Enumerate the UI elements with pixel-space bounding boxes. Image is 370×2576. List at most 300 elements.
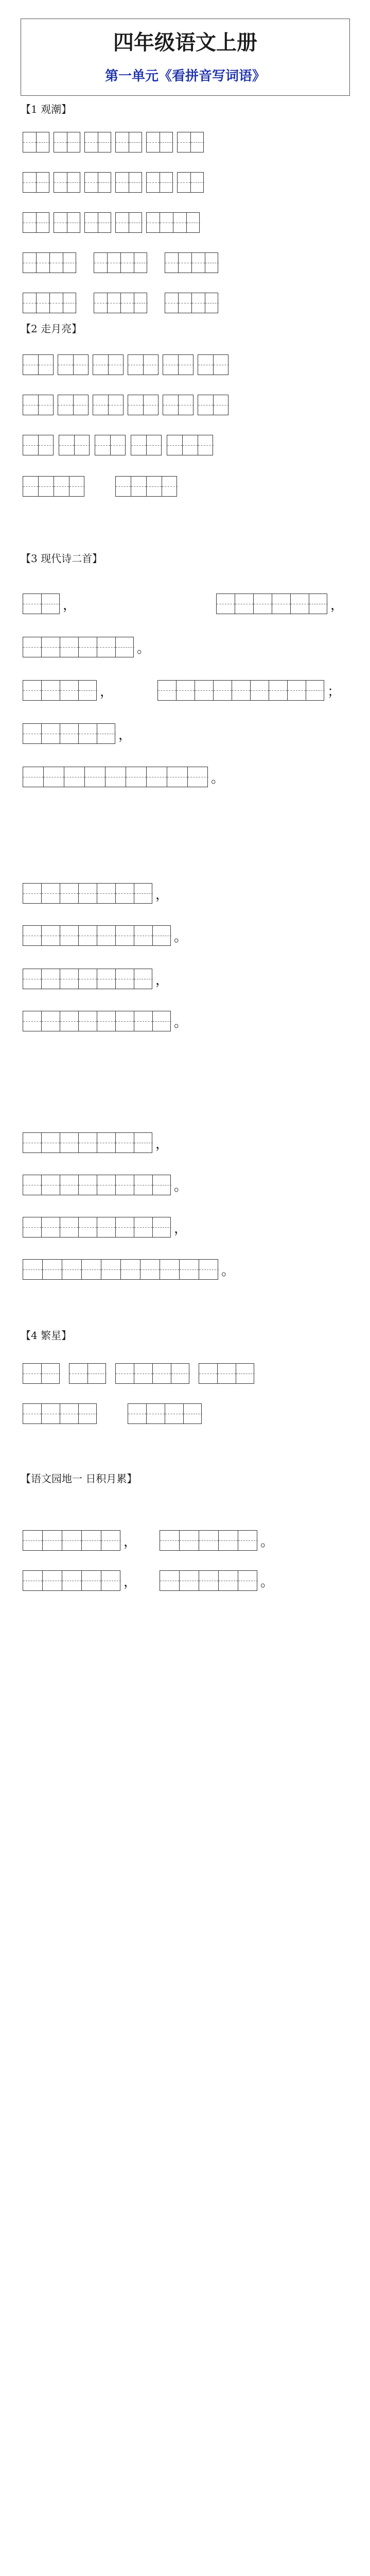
- grid-cell: [121, 293, 134, 313]
- grid-cell: [23, 395, 39, 415]
- grid-cell: [121, 253, 134, 273]
- grid-cell: [101, 1531, 121, 1550]
- writing-grid[interactable]: [23, 1530, 120, 1551]
- grid-cell: [116, 637, 134, 657]
- grid-cell: [217, 594, 235, 614]
- punctuation: 。: [174, 929, 188, 945]
- grid-cell: [42, 637, 60, 657]
- grid-cell: [131, 477, 147, 496]
- writing-grid[interactable]: [115, 172, 142, 193]
- writing-grid[interactable]: [23, 293, 76, 313]
- grid-cell: [214, 395, 229, 415]
- grid-cell: [179, 395, 194, 415]
- writing-grid[interactable]: [23, 1363, 60, 1384]
- grid-cell: [23, 1571, 43, 1590]
- grid-cell: [218, 1364, 236, 1383]
- writing-grid[interactable]: [23, 476, 84, 497]
- section-heading: 【3 现代诗二首】: [21, 552, 103, 565]
- grid-cell: [39, 477, 54, 496]
- grid-cell: [62, 1571, 82, 1590]
- grid-cell: [184, 1404, 202, 1423]
- grid-cell: [158, 681, 177, 700]
- grid-cell: [23, 1133, 42, 1153]
- writing-grid[interactable]: [199, 1363, 254, 1384]
- grid-cell: [101, 1260, 121, 1279]
- grid-cell: [131, 435, 147, 455]
- grid-cell: [147, 173, 160, 192]
- grid-cell: [101, 1571, 121, 1590]
- grid-cell: [183, 435, 198, 455]
- grid-cell: [165, 253, 179, 273]
- grid-cell: [153, 1217, 171, 1237]
- section-heading: 【4 繁星】: [21, 1329, 72, 1342]
- grid-cell: [37, 213, 50, 232]
- grid-cell: [43, 1571, 62, 1590]
- grid-cell: [79, 724, 97, 743]
- grid-cell: [140, 1260, 160, 1279]
- grid-cell: [42, 1364, 60, 1383]
- grid-cell: [236, 1364, 255, 1383]
- grid-cell: [42, 926, 60, 945]
- grid-cell: [42, 594, 60, 614]
- writing-grid[interactable]: [115, 476, 177, 497]
- grid-cell: [105, 767, 126, 787]
- writing-grid[interactable]: [157, 680, 324, 701]
- grid-cell: [180, 1260, 199, 1279]
- grid-cell: [97, 884, 116, 903]
- grid-cell: [144, 395, 159, 415]
- grid-cell: [42, 884, 60, 903]
- grid-cell: [43, 1260, 62, 1279]
- grid-cell: [79, 1011, 97, 1031]
- grid-cell: [134, 884, 153, 903]
- writing-grid[interactable]: [84, 172, 111, 193]
- grid-cell: [94, 293, 108, 313]
- grid-cell: [306, 681, 325, 700]
- grid-cell: [108, 293, 121, 313]
- grid-cell: [23, 1175, 42, 1195]
- writing-grid[interactable]: [54, 172, 80, 193]
- grid-cell: [98, 173, 112, 192]
- grid-cell: [79, 1175, 97, 1195]
- grid-cell: [160, 213, 173, 232]
- grid-cell: [160, 1531, 180, 1550]
- grid-cell: [195, 681, 214, 700]
- grid-cell: [205, 253, 219, 273]
- grid-cell: [199, 1571, 219, 1590]
- writing-grid[interactable]: [23, 594, 60, 614]
- writing-grid[interactable]: [128, 1403, 202, 1424]
- header-box: [21, 19, 350, 96]
- writing-grid[interactable]: [84, 132, 111, 152]
- grid-cell: [23, 1260, 43, 1279]
- grid-cell: [23, 926, 42, 945]
- grid-cell: [69, 1364, 88, 1383]
- grid-cell: [129, 132, 143, 152]
- grid-cell: [116, 926, 134, 945]
- grid-cell: [23, 355, 39, 375]
- grid-cell: [42, 1133, 60, 1153]
- grid-cell: [67, 173, 81, 192]
- grid-cell: [50, 293, 63, 313]
- grid-cell: [235, 594, 254, 614]
- writing-grid[interactable]: [198, 354, 228, 375]
- writing-grid[interactable]: [163, 354, 193, 375]
- grid-cell: [116, 969, 134, 989]
- writing-grid[interactable]: [23, 1403, 97, 1424]
- grid-cell: [126, 767, 147, 787]
- grid-cell: [37, 253, 50, 273]
- grid-cell: [54, 477, 69, 496]
- grid-cell: [42, 724, 60, 743]
- grid-cell: [23, 724, 42, 743]
- grid-cell: [192, 253, 205, 273]
- writing-grid[interactable]: [23, 395, 54, 415]
- grid-cell: [198, 435, 214, 455]
- grid-cell: [23, 1217, 42, 1237]
- grid-cell: [23, 969, 42, 989]
- writing-grid[interactable]: [23, 1217, 171, 1238]
- grid-cell: [82, 1571, 101, 1590]
- grid-cell: [63, 253, 77, 273]
- grid-cell: [79, 637, 97, 657]
- grid-cell: [42, 1175, 60, 1195]
- grid-cell: [191, 132, 204, 152]
- writing-grid[interactable]: [23, 723, 115, 744]
- grid-cell: [134, 969, 153, 989]
- grid-cell: [97, 1133, 116, 1153]
- punctuation: ，: [155, 973, 169, 988]
- grid-cell: [94, 253, 108, 273]
- grid-cell: [60, 969, 79, 989]
- writing-grid[interactable]: [146, 172, 173, 193]
- grid-cell: [23, 594, 42, 614]
- punctuation: ，: [100, 684, 114, 700]
- writing-grid[interactable]: [167, 435, 213, 455]
- grid-cell: [79, 926, 97, 945]
- grid-cell: [147, 1404, 165, 1423]
- writing-grid[interactable]: [54, 212, 80, 233]
- grid-cell: [179, 293, 192, 313]
- grid-cell: [85, 173, 98, 192]
- grid-cell: [254, 594, 272, 614]
- grid-cell: [23, 253, 37, 273]
- grid-cell: [79, 969, 97, 989]
- writing-grid[interactable]: [59, 435, 90, 455]
- writing-grid[interactable]: [23, 252, 76, 273]
- grid-cell: [198, 355, 214, 375]
- section-heading: 【语文园地一 日积月累】: [21, 1472, 137, 1485]
- writing-grid[interactable]: [165, 252, 218, 273]
- grid-cell: [232, 681, 251, 700]
- writing-grid[interactable]: [177, 172, 204, 193]
- grid-cell: [238, 1531, 258, 1550]
- grid-cell: [98, 213, 112, 232]
- writing-grid[interactable]: [128, 395, 158, 415]
- grid-cell: [60, 1133, 79, 1153]
- writing-grid[interactable]: [54, 132, 80, 152]
- grid-cell: [75, 435, 90, 455]
- grid-cell: [147, 132, 160, 152]
- grid-cell: [44, 767, 64, 787]
- grid-cell: [23, 293, 37, 313]
- writing-grid[interactable]: [23, 1011, 171, 1031]
- grid-cell: [134, 1175, 153, 1195]
- grid-cell: [23, 637, 42, 657]
- grid-cell: [43, 1531, 62, 1550]
- grid-cell: [85, 132, 98, 152]
- punctuation: 。: [211, 771, 225, 786]
- grid-cell: [82, 1260, 101, 1279]
- grid-cell: [23, 477, 39, 496]
- grid-cell: [23, 1404, 42, 1423]
- grid-cell: [42, 681, 60, 700]
- writing-grid[interactable]: [165, 293, 218, 313]
- grid-cell: [23, 173, 37, 192]
- grid-cell: [116, 1217, 134, 1237]
- grid-cell: [62, 1531, 82, 1550]
- grid-cell: [160, 173, 173, 192]
- grid-cell: [128, 355, 144, 375]
- grid-cell: [178, 132, 191, 152]
- grid-cell: [153, 1011, 171, 1031]
- grid-cell: [309, 594, 328, 614]
- grid-cell: [23, 132, 37, 152]
- grid-cell: [192, 293, 205, 313]
- grid-cell: [153, 1364, 171, 1383]
- writing-grid[interactable]: [94, 293, 147, 313]
- writing-grid[interactable]: [23, 969, 152, 989]
- grid-cell: [144, 355, 159, 375]
- grid-cell: [37, 132, 50, 152]
- grid-cell: [179, 355, 194, 375]
- grid-cell: [134, 926, 153, 945]
- grid-cell: [42, 1217, 60, 1237]
- grid-cell: [160, 1260, 180, 1279]
- grid-cell: [60, 1217, 79, 1237]
- grid-cell: [251, 681, 269, 700]
- grid-cell: [88, 1364, 107, 1383]
- grid-cell: [116, 1175, 134, 1195]
- writing-grid[interactable]: [160, 1570, 257, 1591]
- writing-grid[interactable]: [23, 212, 49, 233]
- punctuation: ，: [174, 1221, 188, 1236]
- grid-cell: [97, 637, 116, 657]
- grid-cell: [199, 1260, 219, 1279]
- writing-grid[interactable]: [23, 1175, 171, 1195]
- grid-cell: [162, 477, 178, 496]
- grid-cell: [60, 884, 79, 903]
- writing-grid[interactable]: [23, 354, 54, 375]
- grid-cell: [134, 1217, 153, 1237]
- writing-grid[interactable]: [115, 212, 142, 233]
- grid-cell: [37, 293, 50, 313]
- grid-cell: [134, 1364, 153, 1383]
- writing-grid[interactable]: [93, 395, 124, 415]
- page-subtitle: 第一单元《看拼音写词语》: [104, 69, 266, 84]
- grid-cell: [58, 355, 74, 375]
- punctuation: ，: [118, 727, 132, 743]
- writing-grid[interactable]: [115, 132, 142, 152]
- punctuation: 。: [174, 1015, 188, 1030]
- writing-grid[interactable]: [216, 594, 327, 614]
- writing-grid[interactable]: [23, 925, 171, 946]
- grid-cell: [153, 1175, 171, 1195]
- grid-cell: [60, 1011, 79, 1031]
- grid-cell: [121, 1260, 140, 1279]
- grid-cell: [116, 213, 129, 232]
- punctuation: ；: [327, 684, 341, 700]
- grid-cell: [165, 1404, 184, 1423]
- grid-cell: [147, 767, 167, 787]
- writing-grid[interactable]: [58, 395, 89, 415]
- grid-cell: [167, 435, 183, 455]
- grid-cell: [269, 681, 288, 700]
- grid-cell: [79, 1217, 97, 1237]
- grid-cell: [109, 395, 124, 415]
- punctuation: 。: [221, 1263, 235, 1279]
- grid-cell: [42, 1011, 60, 1031]
- writing-grid[interactable]: [177, 132, 204, 152]
- writing-grid[interactable]: [23, 1570, 120, 1591]
- punctuation: 。: [137, 641, 151, 656]
- grid-cell: [39, 435, 54, 455]
- grid-cell: [39, 395, 54, 415]
- punctuation: ，: [63, 598, 77, 613]
- grid-cell: [67, 213, 81, 232]
- grid-cell: [160, 132, 173, 152]
- writing-grid[interactable]: [160, 1530, 257, 1551]
- writing-grid[interactable]: [23, 1259, 218, 1280]
- grid-cell: [60, 637, 79, 657]
- grid-cell: [180, 1531, 199, 1550]
- writing-grid[interactable]: [23, 767, 208, 787]
- grid-cell: [79, 884, 97, 903]
- grid-cell: [147, 213, 160, 232]
- punctuation: ，: [330, 598, 344, 613]
- section-heading: 【2 走月亮】: [21, 323, 82, 335]
- punctuation: 。: [260, 1534, 274, 1550]
- grid-cell: [116, 884, 134, 903]
- writing-grid[interactable]: [93, 354, 124, 375]
- grid-cell: [173, 213, 187, 232]
- section-heading: 【1 观潮】: [21, 103, 72, 115]
- grid-cell: [37, 173, 50, 192]
- writing-grid[interactable]: [146, 132, 173, 152]
- writing-grid[interactable]: [23, 637, 134, 657]
- grid-cell: [54, 173, 67, 192]
- grid-cell: [98, 132, 112, 152]
- grid-cell: [23, 1364, 42, 1383]
- grid-cell: [85, 767, 105, 787]
- punctuation: ，: [124, 1534, 137, 1550]
- grid-cell: [288, 681, 306, 700]
- grid-cell: [69, 477, 85, 496]
- grid-cell: [74, 395, 89, 415]
- writing-grid[interactable]: [84, 212, 111, 233]
- grid-cell: [39, 355, 54, 375]
- writing-grid[interactable]: [131, 435, 162, 455]
- grid-cell: [134, 1011, 153, 1031]
- grid-cell: [291, 594, 309, 614]
- grid-cell: [179, 253, 192, 273]
- grid-cell: [214, 681, 232, 700]
- grid-cell: [171, 1364, 190, 1383]
- grid-cell: [64, 767, 85, 787]
- writing-grid[interactable]: [23, 172, 49, 193]
- writing-grid[interactable]: [23, 435, 54, 455]
- grid-cell: [60, 1175, 79, 1195]
- grid-cell: [23, 767, 44, 787]
- grid-cell: [23, 435, 39, 455]
- grid-cell: [129, 213, 143, 232]
- grid-cell: [62, 1260, 82, 1279]
- punctuation: 。: [174, 1179, 188, 1194]
- punctuation: 。: [260, 1574, 274, 1590]
- punctuation: ，: [155, 1137, 169, 1152]
- grid-cell: [165, 293, 179, 313]
- writing-grid[interactable]: [115, 1363, 189, 1384]
- grid-cell: [54, 213, 67, 232]
- grid-cell: [108, 253, 121, 273]
- writing-grid[interactable]: [198, 395, 228, 415]
- grid-cell: [177, 681, 195, 700]
- writing-grid[interactable]: [23, 883, 152, 904]
- grid-cell: [97, 926, 116, 945]
- grid-cell: [23, 213, 37, 232]
- grid-cell: [58, 395, 74, 415]
- grid-cell: [163, 395, 179, 415]
- writing-grid[interactable]: [23, 132, 49, 152]
- writing-grid[interactable]: [146, 212, 200, 233]
- grid-cell: [167, 767, 188, 787]
- grid-cell: [23, 884, 42, 903]
- writing-grid[interactable]: [58, 354, 89, 375]
- grid-cell: [23, 1011, 42, 1031]
- grid-cell: [134, 293, 148, 313]
- grid-cell: [74, 355, 89, 375]
- grid-cell: [160, 1571, 180, 1590]
- grid-cell: [128, 1404, 147, 1423]
- grid-cell: [82, 1531, 101, 1550]
- grid-cell: [214, 355, 229, 375]
- grid-cell: [129, 173, 143, 192]
- grid-cell: [93, 395, 109, 415]
- grid-cell: [219, 1531, 238, 1550]
- grid-cell: [153, 926, 171, 945]
- writing-grid[interactable]: [23, 680, 97, 701]
- grid-cell: [134, 1133, 153, 1153]
- writing-grid[interactable]: [95, 435, 126, 455]
- grid-cell: [79, 1404, 97, 1423]
- writing-grid[interactable]: [163, 395, 193, 415]
- grid-cell: [163, 355, 179, 375]
- grid-cell: [60, 926, 79, 945]
- writing-grid[interactable]: [69, 1363, 106, 1384]
- grid-cell: [116, 173, 129, 192]
- grid-cell: [63, 293, 77, 313]
- grid-cell: [60, 1404, 79, 1423]
- grid-cell: [198, 395, 214, 415]
- writing-grid[interactable]: [128, 354, 158, 375]
- grid-cell: [116, 1011, 134, 1031]
- writing-grid[interactable]: [94, 252, 147, 273]
- grid-cell: [238, 1571, 258, 1590]
- grid-cell: [116, 132, 129, 152]
- writing-grid[interactable]: [23, 1132, 152, 1153]
- grid-cell: [97, 969, 116, 989]
- grid-cell: [59, 435, 75, 455]
